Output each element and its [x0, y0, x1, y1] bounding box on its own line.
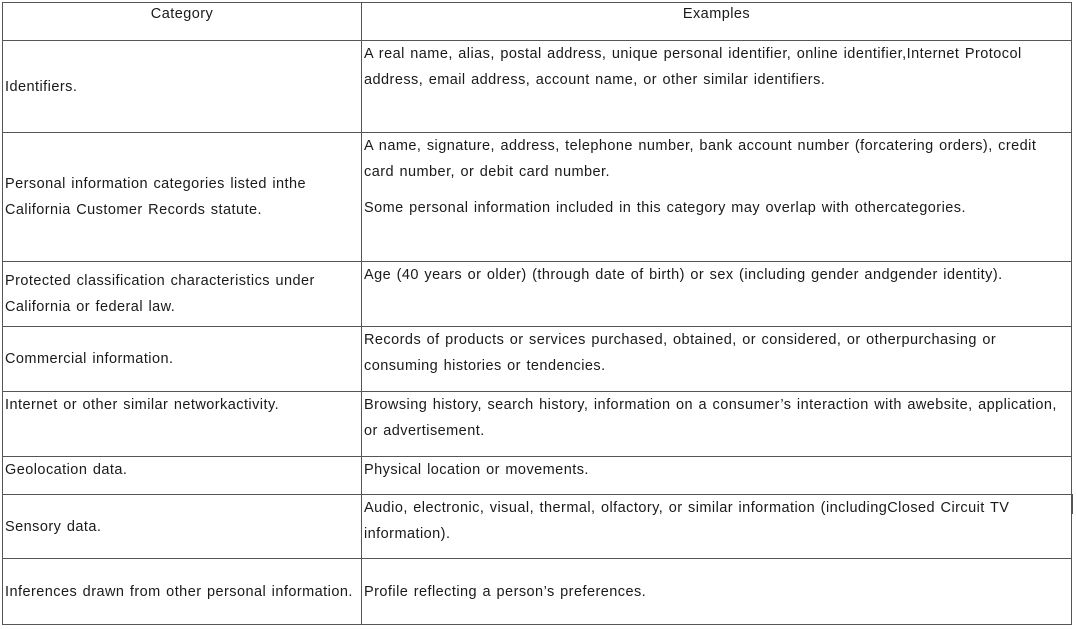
example-text: Age (40 years or older) (through date of birth) or sex (including gender andgender identity). [364, 267, 1003, 283]
examples-cell [362, 133, 1072, 262]
example-text: Browsing history, search history, information on a consumer’s interaction with awebsite, application, or advertisement. [364, 397, 1057, 439]
examples-cell [362, 457, 1072, 495]
table-row [3, 495, 1072, 559]
example-text: Audio, electronic, visual, thermal, olfactory, or similar information (includingClosed Circuit TV information). [364, 500, 1010, 542]
example-text: A name, signature, address, telephone number, bank account number (forcatering orders), credit card number, or debit card number. [364, 138, 1037, 180]
example-text: Some personal information included in this category may overlap with othercategories. [364, 200, 966, 216]
header-category: Category [3, 3, 362, 41]
table-row [3, 327, 1072, 392]
examples-cell [362, 495, 1072, 559]
examples-cell [362, 262, 1072, 327]
table-row [3, 457, 1072, 495]
example-text: A real name, alias, postal address, unique personal identifier, online identifier,Internet Protocol address, email address, account name, or other similar identifiers. [364, 46, 1022, 88]
categories-table [2, 2, 1072, 625]
category-cell: Identifiers. [3, 41, 362, 133]
edge-divider [1072, 494, 1073, 514]
header-row [3, 3, 1072, 41]
examples-cell [362, 41, 1072, 133]
example-text: Physical location or movements. [364, 462, 589, 478]
category-cell: Sensory data. [3, 495, 362, 559]
table-row [3, 133, 1072, 262]
examples-cell [362, 327, 1072, 392]
category-cell: Geolocation data. [3, 457, 362, 495]
category-cell: Personal information categories listed inthe California Customer Records statute. [3, 133, 362, 262]
examples-cell [362, 559, 1072, 625]
table-row [3, 262, 1072, 327]
examples-cell [362, 392, 1072, 457]
table-row [3, 41, 1072, 133]
category-cell: Inferences drawn from other personal information. [3, 559, 362, 625]
table-row [3, 392, 1072, 457]
category-cell: Internet or other similar networkactivity. [3, 392, 362, 457]
example-text: Records of products or services purchased, obtained, or considered, or otherpurchasing or consuming histories or tendencies. [364, 332, 997, 374]
header-examples: Examples [362, 3, 1072, 41]
category-cell: Protected classification characteristics under California or federal law. [3, 262, 362, 327]
category-cell: Commercial information. [3, 327, 362, 392]
example-text: Profile reflecting a person’s preferences. [364, 583, 647, 600]
table-row [3, 559, 1072, 625]
